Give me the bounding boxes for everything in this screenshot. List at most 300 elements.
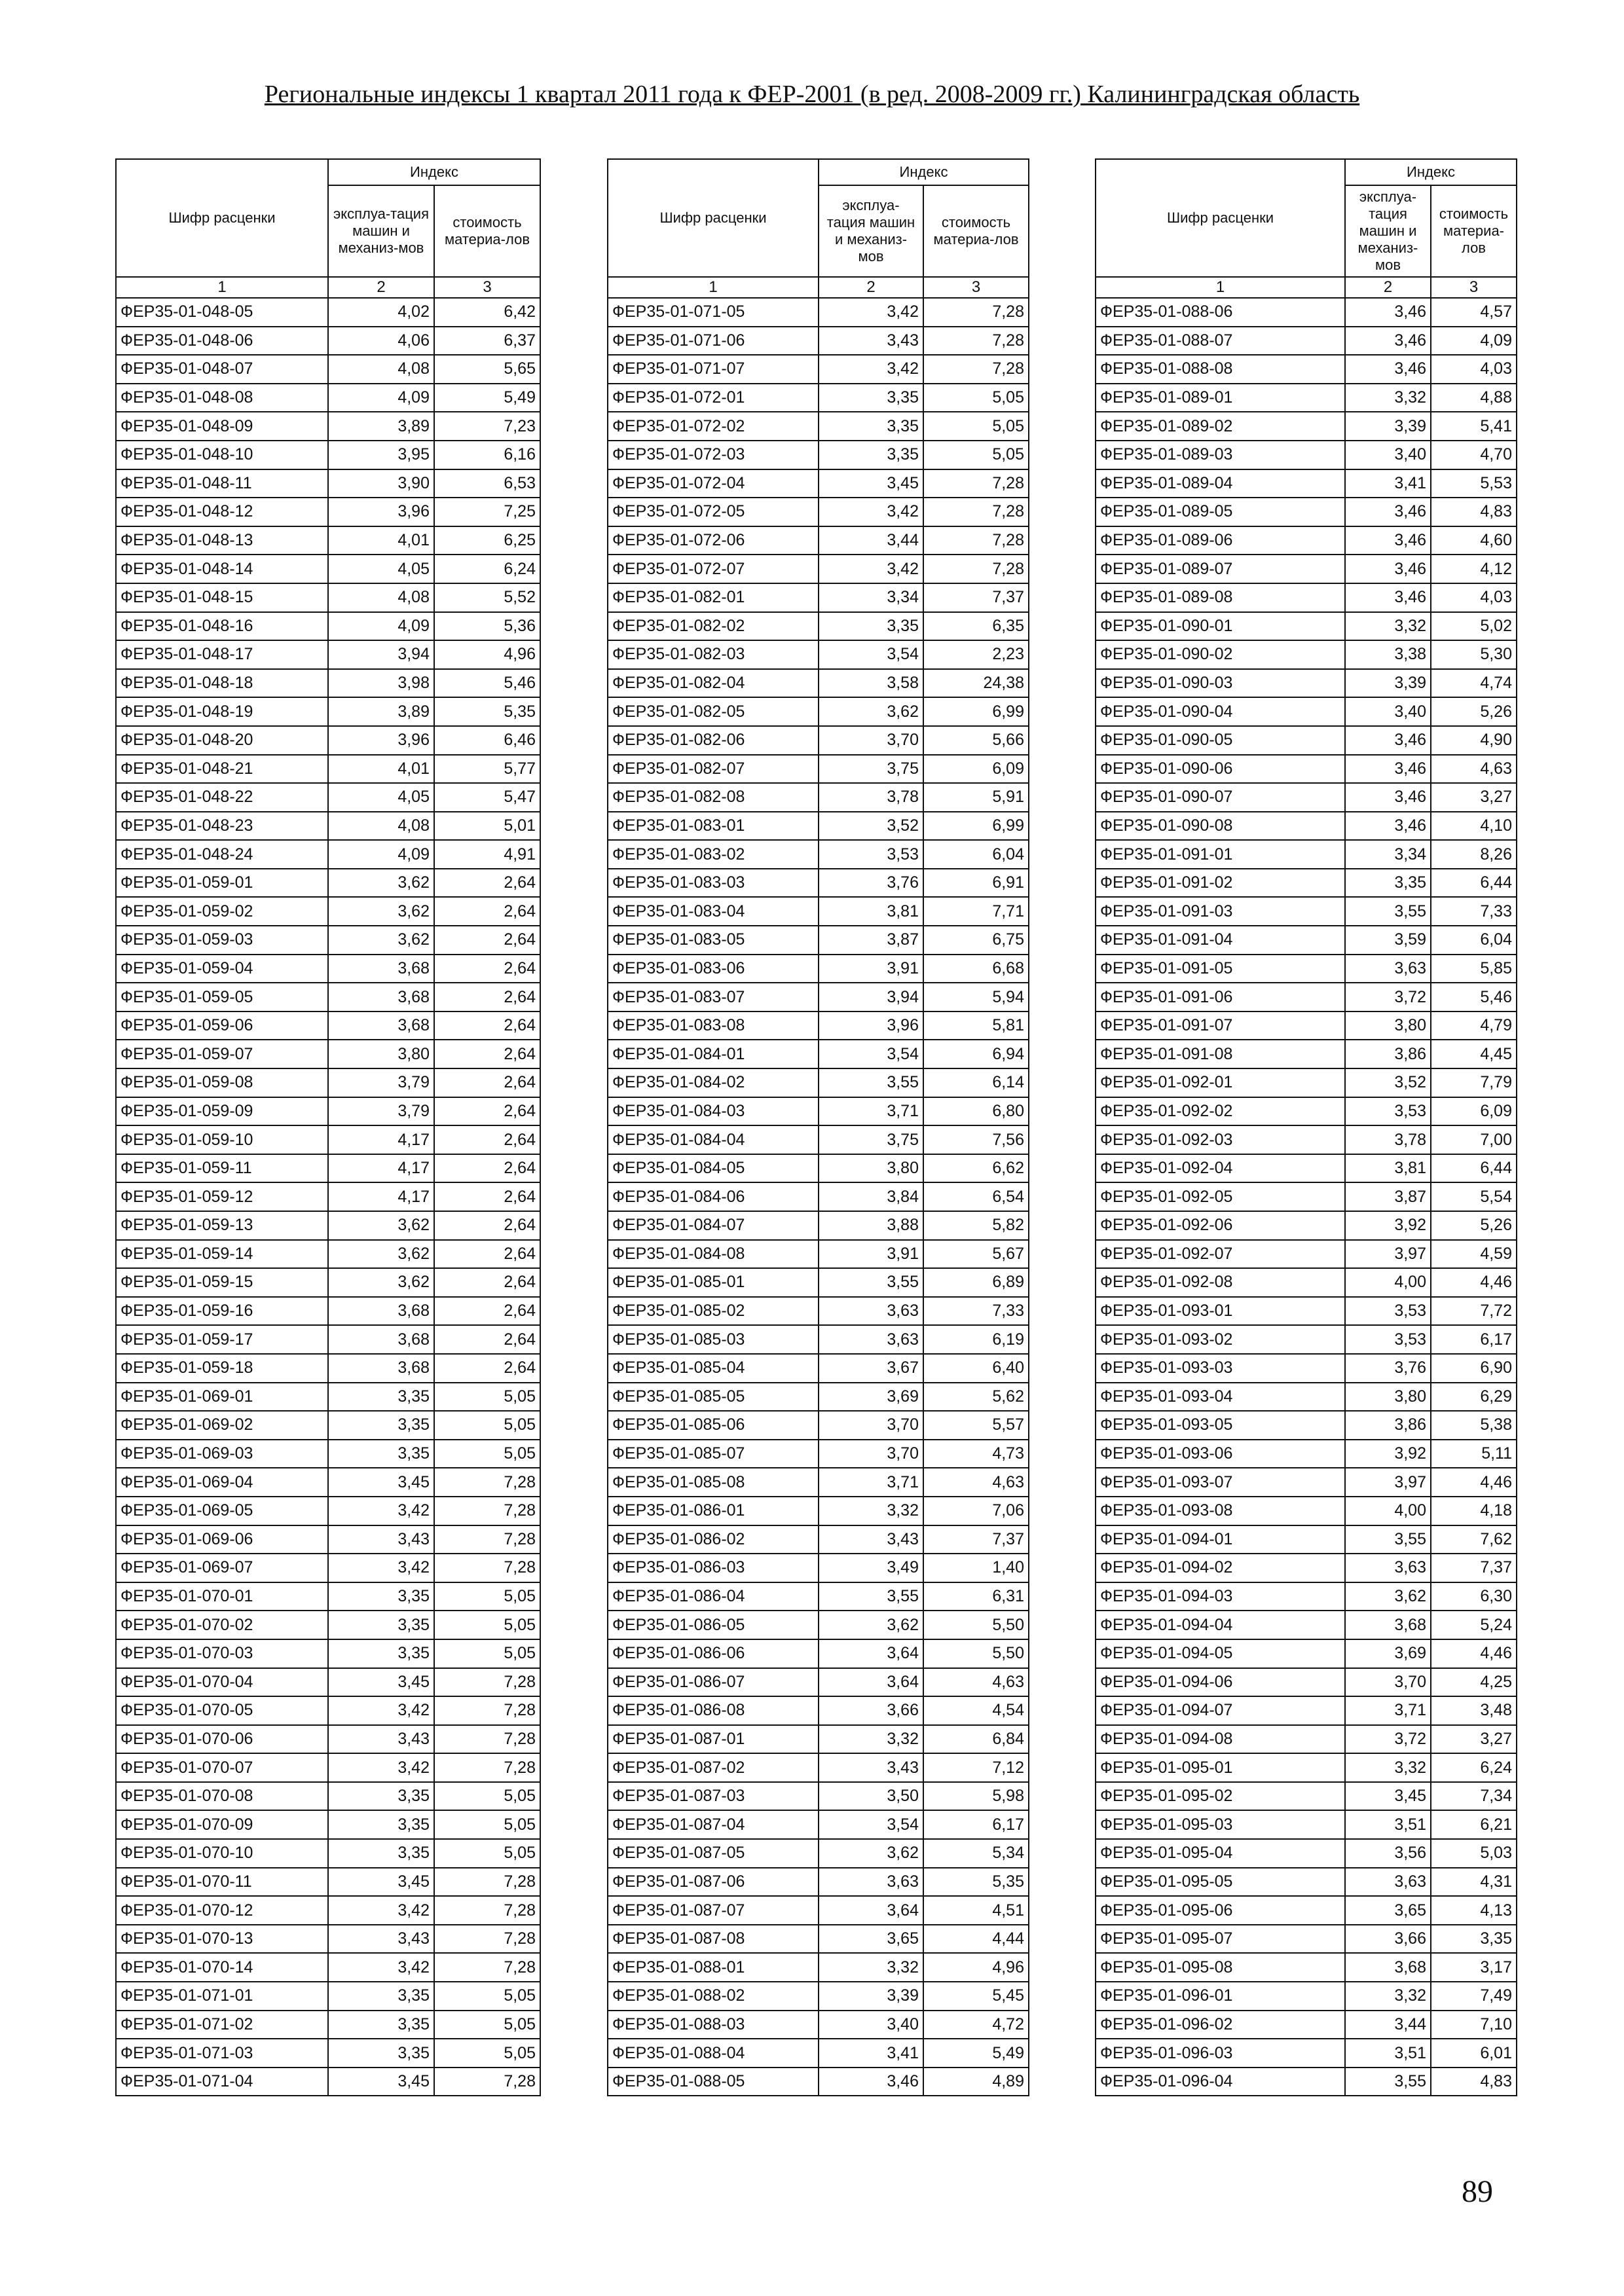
materials-index-cell: 2,64 — [434, 1211, 540, 1240]
rate-code-cell: ФЕР35-01-059-14 — [116, 1240, 328, 1269]
rate-code-cell: ФЕР35-01-094-03 — [1096, 1582, 1345, 1611]
header-number-3: 3 — [434, 277, 540, 298]
rate-code-cell: ФЕР35-01-088-08 — [1096, 355, 1345, 384]
materials-index-cell: 5,05 — [434, 1411, 540, 1440]
table-row — [116, 1125, 540, 1154]
header-index: Индекс — [1345, 159, 1517, 185]
machines-index-cell: 4,00 — [1345, 1497, 1431, 1525]
rate-code-cell: ФЕР35-01-070-02 — [116, 1611, 328, 1639]
table-row — [608, 327, 1029, 355]
rate-code-cell: ФЕР35-01-070-03 — [116, 1639, 328, 1668]
rate-code-cell: ФЕР35-01-094-05 — [1096, 1639, 1345, 1668]
table-row — [116, 1354, 540, 1383]
rate-code-cell: ФЕР35-01-089-02 — [1096, 412, 1345, 441]
materials-index-cell: 5,77 — [434, 755, 540, 784]
rate-code-cell: ФЕР35-01-091-05 — [1096, 955, 1345, 983]
header-number-2: 2 — [328, 277, 434, 298]
machines-index-cell: 3,96 — [328, 498, 434, 526]
materials-index-cell: 5,34 — [923, 1839, 1029, 1868]
materials-index-cell: 7,06 — [923, 1497, 1029, 1525]
machines-index-cell: 3,70 — [819, 726, 923, 755]
table-row — [608, 1154, 1029, 1183]
table-row — [116, 583, 540, 612]
materials-index-cell: 3,35 — [1431, 1925, 1517, 1954]
rate-code-cell: ФЕР35-01-094-01 — [1096, 1525, 1345, 1554]
rate-code-cell: ФЕР35-01-070-12 — [116, 1896, 328, 1925]
materials-index-cell: 4,89 — [923, 2068, 1029, 2096]
machines-index-cell: 3,58 — [819, 669, 923, 698]
machines-index-cell: 3,51 — [1345, 2039, 1431, 2068]
table-row — [1096, 555, 1517, 583]
machines-index-cell: 4,05 — [328, 555, 434, 583]
rate-code-cell: ФЕР35-01-092-01 — [1096, 1068, 1345, 1097]
rate-code-cell: ФЕР35-01-090-02 — [1096, 640, 1345, 669]
materials-index-cell: 5,41 — [1431, 412, 1517, 441]
materials-index-cell: 6,31 — [923, 1582, 1029, 1611]
rate-code-cell: ФЕР35-01-048-24 — [116, 840, 328, 869]
rate-code-cell: ФЕР35-01-069-06 — [116, 1525, 328, 1554]
rate-code-cell: ФЕР35-01-048-20 — [116, 726, 328, 755]
materials-index-cell: 4,88 — [1431, 384, 1517, 412]
materials-index-cell: 6,84 — [923, 1725, 1029, 1754]
header-materials: стоимость материа-лов — [1431, 185, 1517, 277]
table-row — [1096, 1668, 1517, 1697]
materials-index-cell: 7,28 — [434, 1896, 540, 1925]
rate-code-cell: ФЕР35-01-087-06 — [608, 1868, 819, 1897]
materials-index-cell: 5,01 — [434, 812, 540, 841]
table-row — [1096, 498, 1517, 526]
machines-index-cell: 3,68 — [328, 983, 434, 1011]
table-row — [116, 441, 540, 469]
rate-code-cell: ФЕР35-01-086-03 — [608, 1554, 819, 1582]
rate-code-cell: ФЕР35-01-083-07 — [608, 983, 819, 1011]
materials-index-cell: 7,28 — [923, 327, 1029, 355]
materials-index-cell: 6,90 — [1431, 1354, 1517, 1383]
index-table-1 — [115, 158, 541, 2096]
rate-code-cell: ФЕР35-01-059-10 — [116, 1125, 328, 1154]
materials-index-cell: 6,44 — [1431, 1154, 1517, 1183]
rate-code-cell: ФЕР35-01-095-01 — [1096, 1753, 1345, 1782]
rate-code-cell: ФЕР35-01-085-07 — [608, 1440, 819, 1468]
table-row — [608, 526, 1029, 555]
materials-index-cell: 5,49 — [923, 2039, 1029, 2068]
materials-index-cell: 4,10 — [1431, 812, 1517, 841]
materials-index-cell: 4,13 — [1431, 1896, 1517, 1925]
rate-code-cell: ФЕР35-01-083-02 — [608, 840, 819, 869]
machines-index-cell: 3,87 — [1345, 1182, 1431, 1211]
table-row — [608, 1497, 1029, 1525]
rate-code-cell: ФЕР35-01-095-03 — [1096, 1810, 1345, 1839]
table-row — [116, 1525, 540, 1554]
table-row — [608, 1411, 1029, 1440]
materials-index-cell: 2,64 — [434, 1040, 540, 1068]
rate-code-cell: ФЕР35-01-072-02 — [608, 412, 819, 441]
table-row — [116, 1497, 540, 1525]
machines-index-cell: 3,44 — [1345, 2011, 1431, 2039]
table-row — [1096, 1268, 1517, 1297]
rate-code-cell: ФЕР35-01-069-05 — [116, 1497, 328, 1525]
materials-index-cell: 6,42 — [434, 298, 540, 327]
machines-index-cell: 3,55 — [819, 1582, 923, 1611]
table-row — [608, 897, 1029, 926]
machines-index-cell: 3,39 — [1345, 412, 1431, 441]
materials-index-cell: 6,24 — [1431, 1753, 1517, 1782]
materials-index-cell: 5,82 — [923, 1211, 1029, 1240]
materials-index-cell: 4,46 — [1431, 1639, 1517, 1668]
machines-index-cell: 3,55 — [1345, 897, 1431, 926]
materials-index-cell: 7,28 — [923, 555, 1029, 583]
materials-index-cell: 6,99 — [923, 812, 1029, 841]
table-row — [608, 926, 1029, 955]
materials-index-cell: 7,37 — [923, 583, 1029, 612]
machines-index-cell: 3,53 — [1345, 1097, 1431, 1126]
materials-index-cell: 4,63 — [923, 1468, 1029, 1497]
table-row — [608, 1325, 1029, 1354]
machines-index-cell: 3,78 — [1345, 1125, 1431, 1154]
machines-index-cell: 3,63 — [1345, 1554, 1431, 1582]
table-row — [116, 1753, 540, 1782]
rate-code-cell: ФЕР35-01-048-05 — [116, 298, 328, 327]
materials-index-cell: 6,16 — [434, 441, 540, 469]
table-row — [116, 1639, 540, 1668]
materials-index-cell: 5,35 — [434, 697, 540, 726]
table-row — [1096, 1982, 1517, 2011]
rate-code-cell: ФЕР35-01-085-02 — [608, 1297, 819, 1326]
materials-index-cell: 4,63 — [1431, 755, 1517, 784]
materials-index-cell: 5,05 — [434, 2011, 540, 2039]
rate-code-cell: ФЕР35-01-070-04 — [116, 1668, 328, 1697]
machines-index-cell: 3,88 — [819, 1211, 923, 1240]
materials-index-cell: 7,28 — [434, 2068, 540, 2096]
table-row — [608, 384, 1029, 412]
rate-code-cell: ФЕР35-01-091-01 — [1096, 840, 1345, 869]
machines-index-cell: 3,46 — [1345, 298, 1431, 327]
machines-index-cell: 4,09 — [328, 612, 434, 641]
materials-index-cell: 6,94 — [923, 1040, 1029, 1068]
machines-index-cell: 3,42 — [328, 1696, 434, 1725]
table-row — [1096, 640, 1517, 669]
table-row — [116, 1839, 540, 1868]
table-row — [116, 1668, 540, 1697]
rate-code-cell: ФЕР35-01-059-12 — [116, 1182, 328, 1211]
header-code: Шифр расценки — [1096, 159, 1345, 277]
table-row — [116, 2068, 540, 2096]
rate-code-cell: ФЕР35-01-072-04 — [608, 469, 819, 498]
rate-code-cell: ФЕР35-01-091-07 — [1096, 1011, 1345, 1040]
materials-index-cell: 5,24 — [1431, 1611, 1517, 1639]
table-row — [608, 1725, 1029, 1754]
table-row — [1096, 1554, 1517, 1582]
rate-code-cell: ФЕР35-01-071-03 — [116, 2039, 328, 2068]
machines-index-cell: 3,96 — [819, 1011, 923, 1040]
materials-index-cell: 4,70 — [1431, 441, 1517, 469]
table-row — [608, 1211, 1029, 1240]
header-code: Шифр расценки — [608, 159, 819, 277]
materials-index-cell: 4,83 — [1431, 498, 1517, 526]
machines-index-cell: 3,81 — [819, 897, 923, 926]
machines-index-cell: 3,63 — [1345, 955, 1431, 983]
materials-index-cell: 2,64 — [434, 1182, 540, 1211]
rate-code-cell: ФЕР35-01-082-06 — [608, 726, 819, 755]
table-row — [1096, 1154, 1517, 1183]
rate-code-cell: ФЕР35-01-082-04 — [608, 669, 819, 698]
machines-index-cell: 3,46 — [1345, 355, 1431, 384]
header-number-2: 2 — [819, 277, 923, 298]
machines-index-cell: 3,46 — [1345, 526, 1431, 555]
machines-index-cell: 3,51 — [1345, 1810, 1431, 1839]
table-row — [1096, 2068, 1517, 2096]
rate-code-cell: ФЕР35-01-048-19 — [116, 697, 328, 726]
rate-code-cell: ФЕР35-01-093-05 — [1096, 1411, 1345, 1440]
machines-index-cell: 3,32 — [819, 1725, 923, 1754]
table-row — [608, 1297, 1029, 1326]
rate-code-cell: ФЕР35-01-085-08 — [608, 1468, 819, 1497]
rate-code-cell: ФЕР35-01-083-01 — [608, 812, 819, 841]
rate-code-cell: ФЕР35-01-088-03 — [608, 2011, 819, 2039]
machines-index-cell: 3,62 — [819, 697, 923, 726]
rate-code-cell: ФЕР35-01-088-04 — [608, 2039, 819, 2068]
table-row — [116, 355, 540, 384]
materials-index-cell: 5,38 — [1431, 1411, 1517, 1440]
materials-index-cell: 4,31 — [1431, 1868, 1517, 1897]
table-row — [1096, 840, 1517, 869]
rate-code-cell: ФЕР35-01-094-08 — [1096, 1725, 1345, 1754]
table-row — [608, 1868, 1029, 1897]
rate-code-cell: ФЕР35-01-092-03 — [1096, 1125, 1345, 1154]
table-row — [116, 1182, 540, 1211]
materials-index-cell: 7,28 — [434, 1725, 540, 1754]
table-row — [116, 1068, 540, 1097]
table-row — [116, 1868, 540, 1897]
materials-index-cell: 4,96 — [923, 1953, 1029, 1982]
header-number-3: 3 — [923, 277, 1029, 298]
materials-index-cell: 7,28 — [923, 355, 1029, 384]
table-row — [1096, 2039, 1517, 2068]
table-row — [1096, 1782, 1517, 1811]
machines-index-cell: 3,68 — [328, 1297, 434, 1326]
machines-index-cell: 3,46 — [1345, 726, 1431, 755]
rate-code-cell: ФЕР35-01-059-15 — [116, 1268, 328, 1297]
machines-index-cell: 3,42 — [819, 498, 923, 526]
rate-code-cell: ФЕР35-01-090-05 — [1096, 726, 1345, 755]
rate-code-cell: ФЕР35-01-070-01 — [116, 1582, 328, 1611]
materials-index-cell: 1,40 — [923, 1554, 1029, 1582]
materials-index-cell: 5,05 — [434, 2039, 540, 2068]
table-row — [116, 1696, 540, 1725]
table-row — [116, 412, 540, 441]
table-row — [1096, 441, 1517, 469]
materials-index-cell: 4,63 — [923, 1668, 1029, 1697]
rate-code-cell: ФЕР35-01-072-01 — [608, 384, 819, 412]
machines-index-cell: 3,43 — [328, 1725, 434, 1754]
rate-code-cell: ФЕР35-01-082-02 — [608, 612, 819, 641]
table-row — [1096, 897, 1517, 926]
machines-index-cell: 3,95 — [328, 441, 434, 469]
rate-code-cell: ФЕР35-01-087-05 — [608, 1839, 819, 1868]
table-row — [116, 1268, 540, 1297]
rate-code-cell: ФЕР35-01-089-08 — [1096, 583, 1345, 612]
header-machines: эксплуа-тация машин и механиз-мов — [819, 185, 923, 277]
rate-code-cell: ФЕР35-01-048-09 — [116, 412, 328, 441]
rate-code-cell: ФЕР35-01-093-08 — [1096, 1497, 1345, 1525]
materials-index-cell: 7,28 — [434, 1554, 540, 1582]
rate-code-cell: ФЕР35-01-096-04 — [1096, 2068, 1345, 2096]
table-row — [1096, 1868, 1517, 1897]
table-row — [608, 2011, 1029, 2039]
materials-index-cell: 2,64 — [434, 926, 540, 955]
rate-code-cell: ФЕР35-01-059-03 — [116, 926, 328, 955]
table-row — [116, 2011, 540, 2039]
rate-code-cell: ФЕР35-01-093-06 — [1096, 1440, 1345, 1468]
materials-index-cell: 5,45 — [923, 1982, 1029, 2011]
rate-code-cell: ФЕР35-01-087-07 — [608, 1896, 819, 1925]
table-row — [116, 1040, 540, 1068]
machines-index-cell: 3,66 — [1345, 1925, 1431, 1954]
rate-code-cell: ФЕР35-01-070-14 — [116, 1953, 328, 1982]
materials-index-cell: 2,64 — [434, 1240, 540, 1269]
table-row — [116, 783, 540, 812]
materials-index-cell: 4,57 — [1431, 298, 1517, 327]
materials-index-cell: 7,37 — [923, 1525, 1029, 1554]
table-row — [1096, 755, 1517, 784]
materials-index-cell: 7,71 — [923, 897, 1029, 926]
table-row — [608, 1810, 1029, 1839]
machines-index-cell: 4,08 — [328, 812, 434, 841]
table-row — [1096, 669, 1517, 698]
materials-index-cell: 2,64 — [434, 1354, 540, 1383]
rate-code-cell: ФЕР35-01-059-09 — [116, 1097, 328, 1126]
table-row — [116, 1810, 540, 1839]
rate-code-cell: ФЕР35-01-085-06 — [608, 1411, 819, 1440]
machines-index-cell: 3,43 — [819, 1525, 923, 1554]
machines-index-cell: 3,34 — [819, 583, 923, 612]
materials-index-cell: 6,62 — [923, 1154, 1029, 1183]
machines-index-cell: 3,62 — [819, 1611, 923, 1639]
materials-index-cell: 4,09 — [1431, 327, 1517, 355]
rate-code-cell: ФЕР35-01-089-06 — [1096, 526, 1345, 555]
table-row — [1096, 1810, 1517, 1839]
rate-code-cell: ФЕР35-01-072-05 — [608, 498, 819, 526]
materials-index-cell: 6,19 — [923, 1325, 1029, 1354]
materials-index-cell: 7,28 — [923, 298, 1029, 327]
materials-index-cell: 4,74 — [1431, 669, 1517, 698]
machines-index-cell: 3,87 — [819, 926, 923, 955]
machines-index-cell: 3,75 — [819, 755, 923, 784]
machines-index-cell: 3,68 — [328, 1354, 434, 1383]
machines-index-cell: 3,97 — [1345, 1240, 1431, 1269]
materials-index-cell: 3,48 — [1431, 1696, 1517, 1725]
materials-index-cell: 7,34 — [1431, 1782, 1517, 1811]
machines-index-cell: 3,68 — [1345, 1611, 1431, 1639]
table-row — [608, 1839, 1029, 1868]
materials-index-cell: 5,36 — [434, 612, 540, 641]
table-row — [116, 298, 540, 327]
materials-index-cell: 6,44 — [1431, 869, 1517, 898]
materials-index-cell: 6,91 — [923, 869, 1029, 898]
rate-code-cell: ФЕР35-01-059-13 — [116, 1211, 328, 1240]
table-row — [1096, 526, 1517, 555]
rate-code-cell: ФЕР35-01-094-02 — [1096, 1554, 1345, 1582]
table-row — [608, 1011, 1029, 1040]
rate-code-cell: ФЕР35-01-086-04 — [608, 1582, 819, 1611]
machines-index-cell: 3,80 — [819, 1154, 923, 1183]
rate-code-cell: ФЕР35-01-086-05 — [608, 1611, 819, 1639]
materials-index-cell: 5,05 — [434, 1611, 540, 1639]
materials-index-cell: 5,05 — [434, 1383, 540, 1412]
materials-index-cell: 5,54 — [1431, 1182, 1517, 1211]
materials-index-cell: 7,28 — [434, 1925, 540, 1954]
materials-index-cell: 4,03 — [1431, 583, 1517, 612]
table-row — [1096, 1440, 1517, 1468]
machines-index-cell: 3,35 — [819, 384, 923, 412]
materials-index-cell: 24,38 — [923, 669, 1029, 698]
machines-index-cell: 3,68 — [328, 1325, 434, 1354]
table-row — [116, 1725, 540, 1754]
machines-index-cell: 3,71 — [819, 1097, 923, 1126]
table-row — [116, 812, 540, 841]
rate-code-cell: ФЕР35-01-090-04 — [1096, 697, 1345, 726]
machines-index-cell: 4,02 — [328, 298, 434, 327]
machines-index-cell: 3,92 — [1345, 1211, 1431, 1240]
machines-index-cell: 3,70 — [819, 1440, 923, 1468]
rate-code-cell: ФЕР35-01-083-08 — [608, 1011, 819, 1040]
materials-index-cell: 6,80 — [923, 1097, 1029, 1126]
rate-code-cell: ФЕР35-01-091-04 — [1096, 926, 1345, 955]
rate-code-cell: ФЕР35-01-089-01 — [1096, 384, 1345, 412]
table-row — [1096, 327, 1517, 355]
rate-code-cell: ФЕР35-01-048-10 — [116, 441, 328, 469]
header-number-1: 1 — [1096, 277, 1345, 298]
rate-code-cell: ФЕР35-01-048-12 — [116, 498, 328, 526]
materials-index-cell: 4,46 — [1431, 1468, 1517, 1497]
rate-code-cell: ФЕР35-01-059-05 — [116, 983, 328, 1011]
table-row — [116, 555, 540, 583]
machines-index-cell: 3,84 — [819, 1182, 923, 1211]
machines-index-cell: 3,64 — [819, 1668, 923, 1697]
rate-code-cell: ФЕР35-01-087-08 — [608, 1925, 819, 1954]
machines-index-cell: 3,42 — [819, 355, 923, 384]
table-row — [608, 1639, 1029, 1668]
table-row — [1096, 726, 1517, 755]
header-materials: стоимость материа-лов — [434, 185, 540, 277]
rate-code-cell: ФЕР35-01-084-08 — [608, 1240, 819, 1269]
machines-index-cell: 3,62 — [328, 897, 434, 926]
rate-code-cell: ФЕР35-01-082-03 — [608, 640, 819, 669]
table-row — [608, 1240, 1029, 1269]
machines-index-cell: 3,94 — [328, 640, 434, 669]
rate-code-cell: ФЕР35-01-088-02 — [608, 1982, 819, 2011]
table-row — [1096, 1839, 1517, 1868]
table-row — [116, 1097, 540, 1126]
table-row — [1096, 612, 1517, 641]
machines-index-cell: 3,63 — [819, 1297, 923, 1326]
materials-index-cell: 4,45 — [1431, 1040, 1517, 1068]
table-row — [608, 412, 1029, 441]
rate-code-cell: ФЕР35-01-069-03 — [116, 1440, 328, 1468]
machines-index-cell: 3,32 — [1345, 1753, 1431, 1782]
table-row — [608, 1982, 1029, 2011]
materials-index-cell: 2,23 — [923, 640, 1029, 669]
rate-code-cell: ФЕР35-01-088-07 — [1096, 327, 1345, 355]
machines-index-cell: 3,40 — [1345, 697, 1431, 726]
machines-index-cell: 3,45 — [328, 1468, 434, 1497]
table-row — [608, 812, 1029, 841]
materials-index-cell: 5,85 — [1431, 955, 1517, 983]
table-row — [608, 955, 1029, 983]
materials-index-cell: 6,04 — [1431, 926, 1517, 955]
table-row — [608, 1040, 1029, 1068]
materials-index-cell: 7,28 — [434, 1525, 540, 1554]
